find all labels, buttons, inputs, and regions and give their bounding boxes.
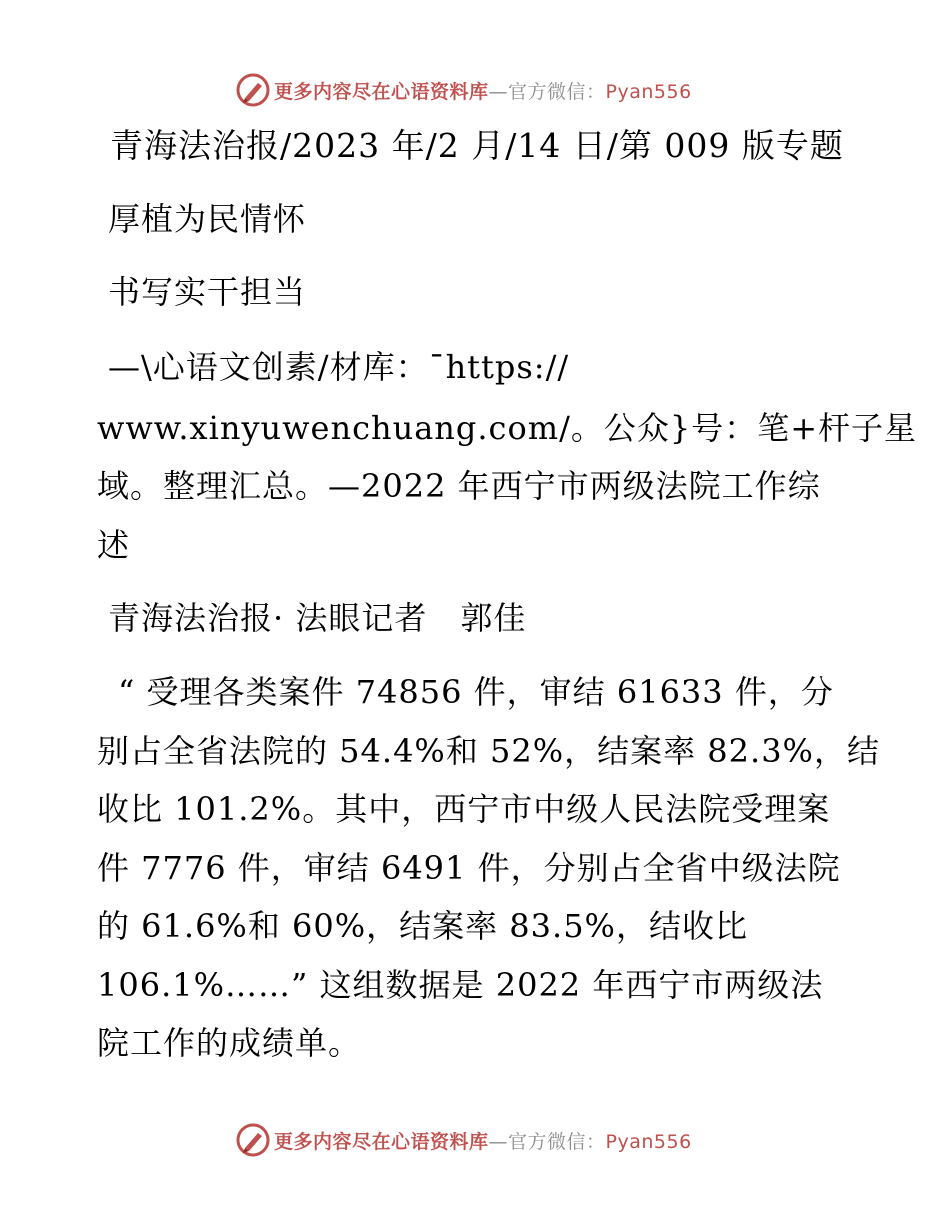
title-line-1: 厚植为民情怀 [108,200,307,238]
body-line-2: 别占全省法院的 54.4%和 52%，结案率 82.3%，结 [97,732,880,770]
body-line-1: “ 受理各类案件 74856 件，审结 61633 件，分 [118,673,834,711]
watermark-text [274,1127,692,1154]
subtitle-line-3: 域。整理汇总。—2022 年西宁市两级法院工作综 [97,467,821,505]
body-line-7: 院工作的成绩单。 [97,1024,362,1062]
watermark-id: Pyan556 [605,1130,692,1153]
watermark-dash: —官方微信： [488,1130,606,1153]
body-line-4: 件 7776 件，审结 6491 件，分别占全省中级法院 [97,849,841,887]
subtitle-line-1: —\心语文创素/材库：¯https:// [108,348,570,386]
title-line-2: 书写实干担当 [108,273,307,311]
watermark-main: 更多内容尽在心语资料库 [274,80,489,103]
byline: 青海法治报· 法眼记者 郭佳 [108,599,527,637]
body-line-3: 收比 101.2%。其中，西宁市中级人民法院受理案 [97,790,831,828]
subtitle-line-2: www.xinyuwenchuang.com/。公众}号：笔+杆子星 [97,409,918,447]
watermark-header [236,72,756,108]
body-line-5: 的 61.6%和 60%，结案率 83.5%，结收比 [97,907,748,945]
watermark-dash: —官方微信： [488,80,606,103]
watermark-text [274,77,692,104]
watermark-footer [236,1122,756,1158]
pen-logo-icon [236,73,270,107]
pen-logo-icon [236,1123,270,1157]
watermark-main: 更多内容尽在心语资料库 [274,1130,489,1153]
subtitle-line-4: 述 [97,526,131,564]
header-line: 青海法治报/2023 年/2 月/14 日/第 009 版专题 [110,126,844,165]
watermark-id: Pyan556 [605,80,692,103]
body-line-6: 106.1%……” 这组数据是 2022 年西宁市两级法 [97,966,824,1004]
